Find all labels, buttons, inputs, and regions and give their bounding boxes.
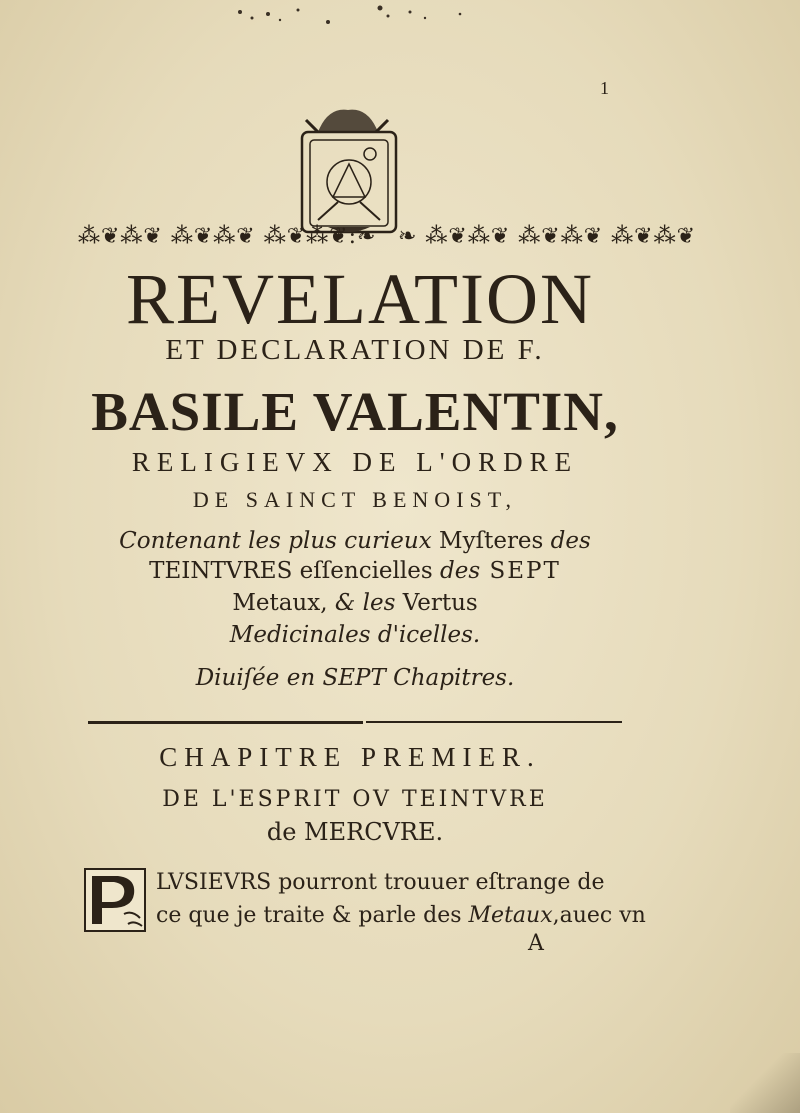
description-text: Metaux, — [232, 590, 335, 616]
heraldic-emblem — [288, 102, 408, 242]
title-revelation: REVELATION — [126, 259, 594, 339]
page-corner-shadow — [730, 1053, 800, 1113]
divider-rule — [366, 721, 622, 723]
page-number: 1 — [600, 78, 609, 98]
body-text: ce que je traite & parle des — [156, 903, 469, 928]
description-text: des — [550, 528, 591, 554]
title-order: DE SAINCT BENOIST, — [192, 487, 518, 512]
chapter-subtitle: DE L'ESPRIT OV TEINTVRE — [162, 787, 548, 812]
title-author: BASILE VALENTIN, — [91, 381, 619, 442]
title-religious: RELIGIEVX DE L'ORDRE — [131, 447, 579, 477]
decorated-initial-icon — [84, 868, 146, 932]
body-text: Metaux — [468, 903, 553, 928]
description-text: Vertus — [395, 590, 478, 616]
ink-specks — [220, 0, 520, 40]
description-line-3 — [0, 590, 755, 616]
description-line-1 — [0, 528, 755, 554]
ornament-right: ❧ ⁂❦⁂❦ ⁂❦⁂❦ ⁂❦⁂❦ — [398, 224, 697, 249]
divider-rule — [88, 721, 363, 724]
description-text: Myſteres — [431, 528, 551, 554]
catchword: A — [528, 931, 544, 956]
description-text: TEINTVRES eſſencielles — [149, 558, 440, 584]
ornament-left: ⁂❦⁂❦ ⁂❦⁂❦ ⁂❦⁂❦:❧ — [78, 224, 377, 249]
chapter-title: CHAPITRE PREMIER. — [159, 742, 541, 772]
body-text-line-2 — [156, 903, 646, 928]
title-declaration: ET DECLARATION DE F. — [165, 334, 545, 366]
description-text: & les — [334, 590, 396, 616]
description-line-5: Diuiſée en SEPT Chapitres. — [195, 665, 515, 691]
description-text: SEPT — [480, 558, 561, 584]
body-text: ,auec vn — [552, 903, 646, 928]
description-line-4: Medicinales d'icelles. — [229, 622, 481, 648]
description-line-2 — [0, 558, 755, 584]
description-text: Contenant les plus curieux — [119, 528, 432, 554]
chapter-subtitle-mercury: de MERCVRE. — [266, 818, 444, 846]
description-text: des — [440, 558, 481, 584]
body-text-line-1: LVSIEVRS pourront trouuer eſtrange de — [156, 870, 605, 895]
